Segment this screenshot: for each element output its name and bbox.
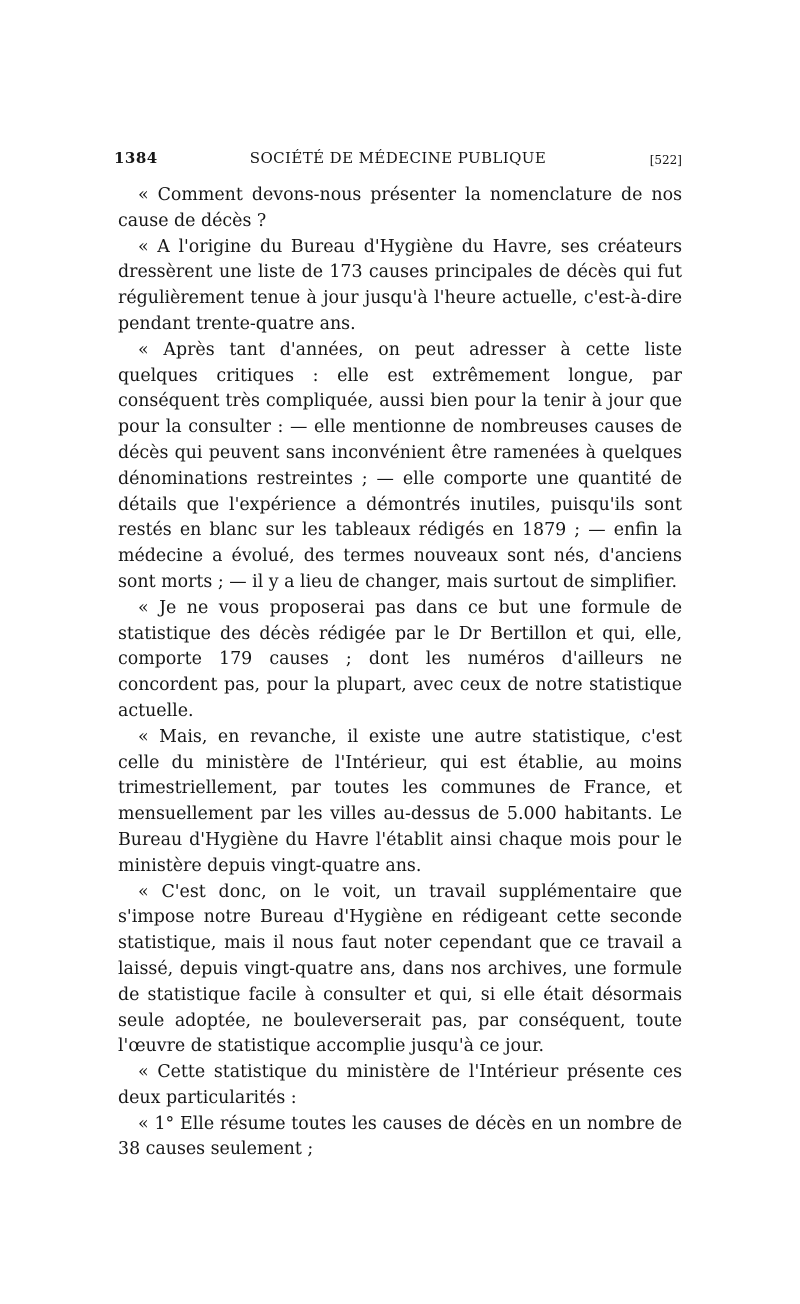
paragraph-ministere-interieur: « Mais, en revanche, il existe une autre statistique, c'est celle du ministère de l'Intérieur, qui est établie, au moins trimestriellement, par toutes les communes de France, et mensuellement par les villes au-dessus de 5.000 habitants. Le Bureau d'Hygiène du Havre l'établit ainsi chaque mois pour le ministère depuis vingt-quatre ans. [118,726,682,876]
paragraph-critiques: « Après tant d'années, on peut adresser à cette liste quelques critiques : elle est extrêmement longue, par conséquent très compliquée, aussi bien pour la tenir à jour que pour la consulter : — elle mentionne de nombreuses causes de décès qui peuvent sans inconvénient être ramenées à quelques dénominations restreintes ; — elle comporte une quantité de détails que l'expérience a démontrés inutiles, puisqu'ils sont restés en blanc sur les tableaux rédigés en 1879 ; — enfin la médecine a évolué, des termes nouveaux sont nés, d'anciens sont morts ; — il y a lieu de changer, mais surtout de simplifier. [118,339,682,592]
page-number: 1384 [114,149,158,167]
paragraph-origin-bureau: « A l'origine du Bureau d'Hygiène du Havre, ses créateurs dressèrent une liste de 173 causes principales de décès qui fut régulièrement tenue à jour jusqu'à l'heure actuelle, c'est-à-dire pendant trente-quatre ans. [118,236,682,334]
body-text [118,183,682,1163]
paragraph-particularites: « Cette statistique du ministère de l'Intérieur présente ces deux particularités : [118,1062,682,1108]
running-header [114,146,682,170]
bracket-page-reference: [522] [649,153,682,167]
paragraph-nomenclature-question: « Comment devons-nous présenter la nomenclature de nos cause de décès ? [118,185,682,231]
paragraph-travail-supplementaire: « C'est donc, on le voit, un travail supplémentaire que s'impose notre Bureau d'Hygiène en rédigeant cette seconde statistique, mais il nous faut noter cependant que ce travail a laissé, depuis vingt-quatre ans, dans nos archives, une formule de statistique facile à consulter et qui, si elle était désormais seule adoptée, ne bouleverserait pas, par conséquent, toute l'œuvre de statistique accomplie jusqu'à ce jour. [118,881,682,1057]
paragraph-first-point: « 1° Elle résume toutes les causes de décès en un nombre de 38 causes seulement ; [118,1113,682,1160]
journal-title: SOCIÉTÉ DE MÉDECINE PUBLIQUE [249,149,547,167]
paragraph-bertillon: « Je ne vous proposerai pas dans ce but une formule de statistique des décès rédigée par le Dr Bertillon et qui, elle, comporte 179 causes ; dont les numéros d'ailleurs ne concordent pas, pour la plupart, avec ceux de notre statistique actuelle. [118,597,682,721]
